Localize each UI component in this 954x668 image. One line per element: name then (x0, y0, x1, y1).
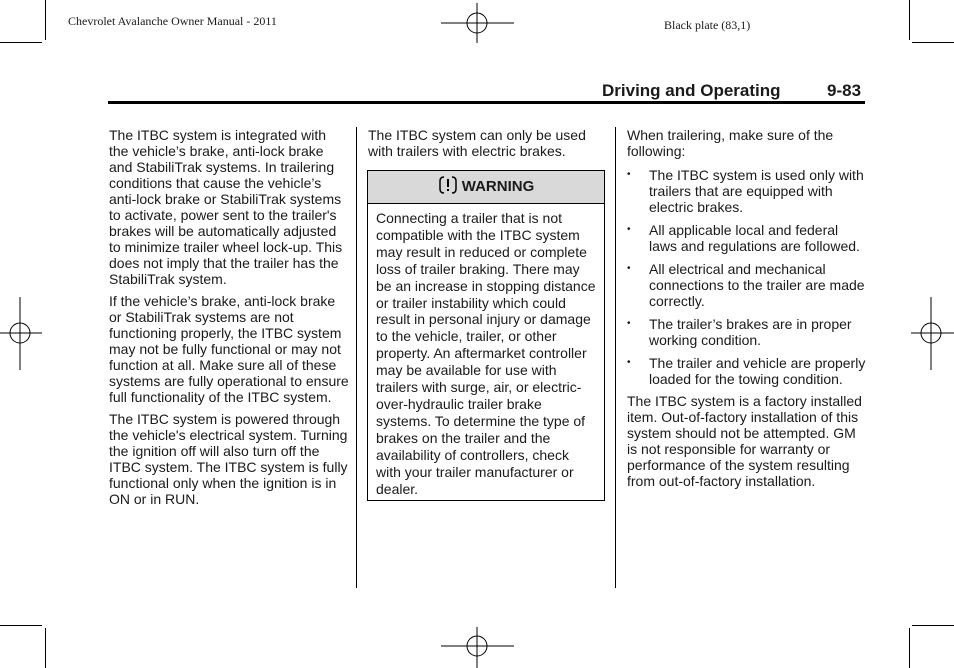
registration-mark-icon (911, 297, 954, 370)
bullet-icon: • (627, 263, 631, 274)
warning-title: WARNING (461, 178, 535, 195)
registration-mark-icon (441, 627, 514, 668)
bullet-list (627, 167, 867, 387)
list-item: • The trailer and vehicle are properly loaded for the towing condition. (627, 355, 866, 387)
manual-title: Chevrolet Avalanche Owner Manual - 2011 (68, 14, 277, 28)
paragraph: When trailering, make sure of the following: (627, 127, 834, 159)
registration-mark-icon (441, 3, 514, 43)
page-number: 9-83 (827, 81, 862, 100)
registration-mark-icon (0, 297, 42, 370)
warning-box (367, 170, 605, 501)
paragraph: The ITBC system can only be used with trailers with electric brakes. (368, 127, 586, 159)
heading-rule (108, 101, 865, 104)
column-3 (627, 127, 867, 495)
list-item: • The trailer’s brakes are in proper working condition. (627, 316, 852, 348)
bullet-icon: • (627, 169, 631, 180)
warning-header (368, 171, 604, 204)
paragraph: The ITBC system is a factory installed item. Out-of-factory installation of this system should not be attempted. GM is not responsible for warranty or performance of the system resulting from out-of-factory installation. (627, 393, 862, 489)
bullet-icon: • (627, 357, 631, 368)
warning-bracket-icon (438, 175, 458, 195)
plate-label: Black plate (83,1) (664, 18, 751, 32)
column-divider (356, 127, 357, 588)
bullet-icon: • (627, 318, 631, 329)
column-2 (368, 127, 608, 165)
section-title: Driving and Operating (602, 81, 781, 100)
column-divider (615, 127, 616, 588)
paragraph: If the vehicle’s brake, anti-lock brake or StabiliTrak systems are not functioning properly, the ITBC system may not be fully functional or may not function at all. Make sure all of these systems are fully operational to ensure full functionality of the ITBC system. (109, 293, 349, 405)
paragraph: The ITBC system is powered through the vehicle's electrical system. Turning the ignition off will also turn off the ITBC system. The ITBC system is fully functional only when the ignition is in ON or in RUN. (109, 411, 348, 507)
bullet-icon: • (627, 224, 631, 235)
list-item: • All electrical and mechanical connections to the trailer are made correctly. (627, 261, 865, 309)
column-1 (109, 127, 349, 513)
warning-text: Connecting a trailer that is not compatible with the ITBC system may result in reduced or complete loss of trailer braking. There may be an increase in stopping distance or trailer instability which could result in personal injury or damage to the vehicle, trailer, or other property. An aftermarket controller may be available for use with trailers with surge, air, or electric-over-hydraulic trailer brake systems. To determine the type of brakes on the trailer and the availability of controllers, check with your trailer manufacturer or dealer. (376, 210, 596, 497)
paragraph: The ITBC system is integrated with the vehicle’s brake, anti-lock brake and StabiliTrak systems. In trailering conditions that cause the vehicle’s anti-lock brake or StabiliTrak systems to activate, power sent to the trailer's brakes will be automatically adjusted to minimize trailer wheel lock-up. This does not imply that the trailer has the StabiliTrak system. (109, 127, 343, 287)
list-item: • The ITBC system is used only with trailers that are equipped with electric brakes. (627, 167, 864, 215)
list-item: • All applicable local and federal laws and regulations are followed. (627, 222, 860, 254)
